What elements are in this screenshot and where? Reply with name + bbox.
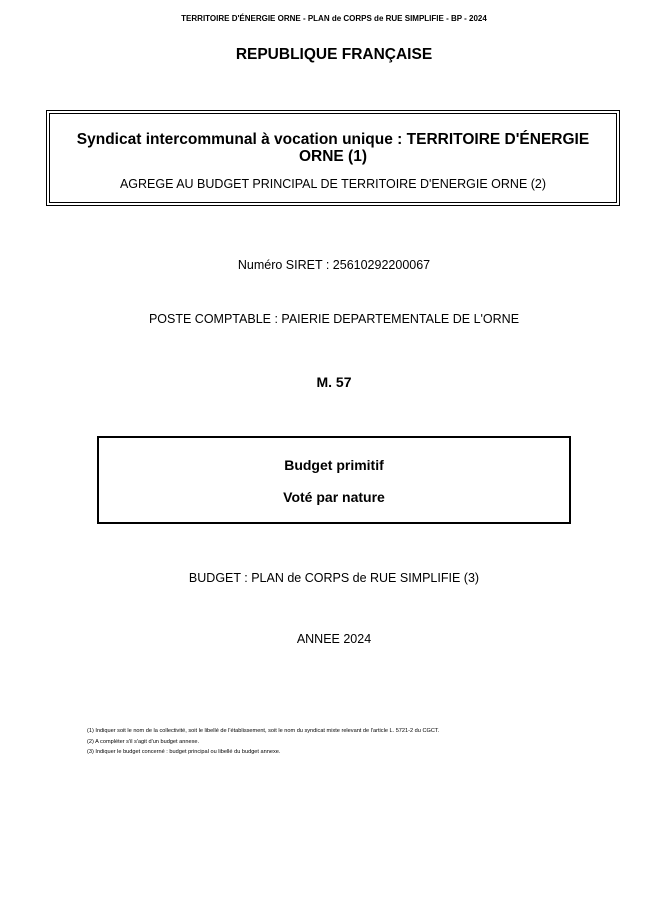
budget-year: ANNEE 2024 bbox=[296, 632, 372, 646]
entity-box-inner-border bbox=[49, 113, 617, 203]
vote-nature: Voté par nature bbox=[283, 489, 385, 505]
footnote: (1) Indiquer soit le nom de la collectivité, soit le libellé de l'établissement, soit le nom du syndicat mixte relevant de l'article L. 5721-2 du CGCT. bbox=[87, 728, 440, 734]
entity-title bbox=[50, 131, 616, 165]
siret-number: Numéro SIRET : 25610292200067 bbox=[237, 258, 431, 272]
footnotes bbox=[87, 726, 627, 758]
footnote: (3) Indiquer le budget concerné : budget principal ou libellé du budget annexe. bbox=[87, 749, 281, 755]
footnote: (2) A compléter s'il s'agit d'un budget annexe. bbox=[87, 738, 200, 745]
running-header: TERRITOIRE D'ÉNERGIE ORNE - PLAN de CORPS de RUE SIMPLIFIE - BP - 2024 bbox=[181, 14, 487, 23]
budget-box bbox=[97, 436, 571, 524]
budget-name: BUDGET : PLAN de CORPS de RUE SIMPLIFIE (3) bbox=[188, 571, 480, 585]
nomenclature: M. 57 bbox=[316, 374, 352, 390]
poste-comptable: POSTE COMPTABLE : PAIERIE DEPARTEMENTALE DE L'ORNE bbox=[148, 312, 520, 326]
entity-prefix: Syndicat intercommunal à vocation unique : bbox=[76, 131, 403, 148]
entity-aggregated: AGREGE AU BUDGET PRINCIPAL DE TERRITOIRE D'ENERGIE ORNE (2) bbox=[119, 177, 547, 191]
budget-type: Budget primitif bbox=[284, 457, 384, 473]
republic-title: REPUBLIQUE FRANÇAISE bbox=[235, 46, 433, 63]
entity-box bbox=[46, 110, 620, 206]
entity-name: TERRITOIRE D'ÉNERGIE ORNE (1) bbox=[298, 131, 590, 165]
